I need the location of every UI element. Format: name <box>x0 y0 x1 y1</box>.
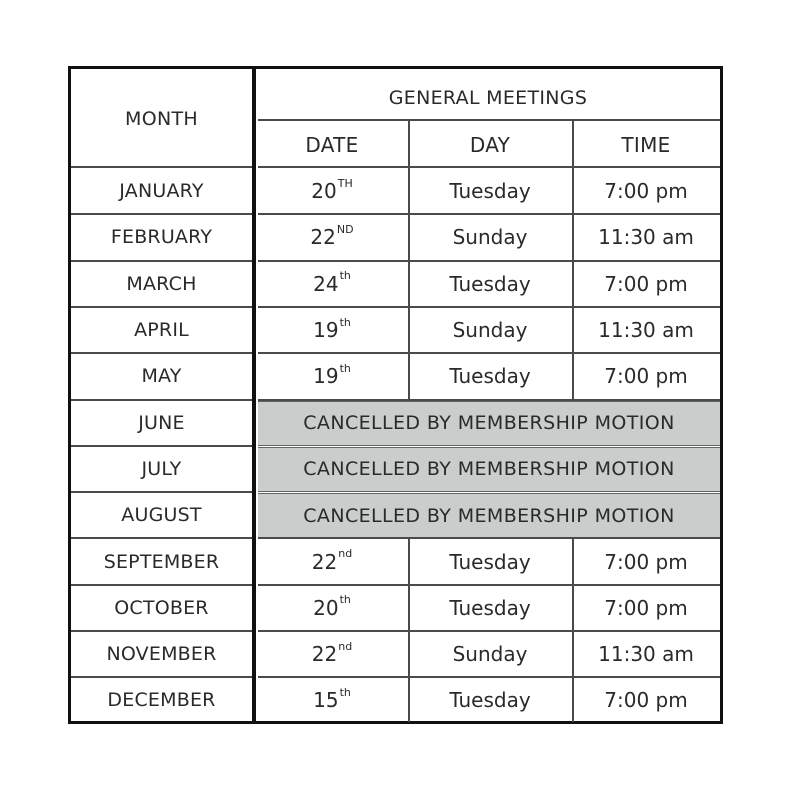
month-cell: AUGUST <box>121 504 202 527</box>
row-rule <box>71 445 252 447</box>
date-ordinal-suffix: th <box>339 269 351 283</box>
date-ordinal-suffix: th <box>339 593 351 607</box>
date-number: 19 <box>313 364 339 389</box>
row-rule <box>258 399 720 401</box>
date-cell <box>256 631 408 677</box>
time-cell: 11:30 am <box>598 642 694 667</box>
day-cell: Tuesday <box>449 271 531 296</box>
row-rule <box>71 166 252 168</box>
day-cell: Tuesday <box>449 364 531 389</box>
row-rule <box>258 630 720 632</box>
day-cell: Sunday <box>452 318 528 343</box>
row-rule <box>258 306 720 308</box>
date-number: 15 <box>313 688 339 713</box>
day-cell: Sunday <box>452 642 528 667</box>
column-rule <box>408 538 410 722</box>
day-cell: Sunday <box>452 225 528 250</box>
time-header: TIME <box>621 132 671 157</box>
month-cell: JUNE <box>138 411 185 434</box>
row-rule <box>71 213 252 215</box>
cancelled-notice: CANCELLED BY MEMBERSHIP MOTION <box>258 447 720 492</box>
date-number: 24 <box>313 271 339 296</box>
month-cell: FEBRUARY <box>110 226 213 249</box>
date-cell <box>256 261 408 307</box>
date-cell <box>256 214 408 260</box>
row-rule <box>71 537 252 539</box>
month-cell: NOVEMBER <box>106 643 217 666</box>
day-cell: Tuesday <box>449 688 531 713</box>
month-header: MONTH <box>125 107 198 130</box>
date-header: DATE <box>305 132 359 157</box>
row-rule <box>71 352 252 354</box>
time-cell: 7:00 pm <box>604 364 688 389</box>
time-cell: 7:00 pm <box>604 549 688 574</box>
date-ordinal-suffix: ND <box>336 222 354 236</box>
month-cell: SEPTEMBER <box>103 550 220 573</box>
month-cell: DECEMBER <box>107 689 216 712</box>
date-cell <box>256 168 408 214</box>
row-rule <box>71 306 252 308</box>
time-cell: 7:00 pm <box>604 271 688 296</box>
row-rule <box>71 676 252 678</box>
general-meetings-header: GENERAL MEETINGS <box>388 87 588 109</box>
column-rule <box>572 538 574 722</box>
row-rule <box>258 584 720 586</box>
date-number: 22 <box>311 549 338 574</box>
column-rule <box>572 121 574 400</box>
month-cell: OCTOBER <box>114 596 209 619</box>
date-ordinal-suffix: th <box>339 315 351 329</box>
date-ordinal-suffix: TH <box>337 176 353 190</box>
date-number: 22 <box>311 642 338 667</box>
month-cell: MARCH <box>126 272 197 295</box>
date-ordinal-suffix: th <box>339 361 351 375</box>
meeting-schedule-table <box>68 66 723 724</box>
date-ordinal-suffix: th <box>339 685 351 699</box>
row-rule <box>71 630 252 632</box>
date-number: 22 <box>310 225 336 250</box>
month-cell: JANUARY <box>119 180 204 203</box>
row-rule <box>258 166 720 168</box>
date-cell <box>256 538 408 584</box>
row-rule <box>258 352 720 354</box>
row-rule <box>258 213 720 215</box>
date-number: 20 <box>313 595 339 620</box>
time-cell: 7:00 pm <box>604 595 688 620</box>
day-cell: Tuesday <box>449 179 531 204</box>
time-cell: 11:30 am <box>598 225 694 250</box>
time-cell: 7:00 pm <box>604 179 688 204</box>
month-cell: JULY <box>141 457 182 480</box>
column-rule <box>408 121 410 400</box>
date-cell <box>256 307 408 353</box>
month-cell: MAY <box>141 365 182 388</box>
date-cell <box>256 585 408 631</box>
time-cell: 7:00 pm <box>604 688 688 713</box>
row-rule <box>71 399 252 401</box>
date-cell <box>256 677 408 723</box>
cancelled-notice: CANCELLED BY MEMBERSHIP MOTION <box>258 493 720 538</box>
date-number: 19 <box>313 318 339 343</box>
day-header: DAY <box>469 132 511 157</box>
row-rule <box>71 260 252 262</box>
date-number: 20 <box>311 179 337 204</box>
day-cell: Tuesday <box>449 595 531 620</box>
row-rule <box>258 119 720 121</box>
row-rule <box>71 491 252 493</box>
day-cell: Tuesday <box>449 549 531 574</box>
row-rule <box>71 584 252 586</box>
date-cell <box>256 353 408 399</box>
row-rule <box>258 676 720 678</box>
date-ordinal-suffix: nd <box>338 547 353 561</box>
row-rule <box>258 260 720 262</box>
cancelled-notice: CANCELLED BY MEMBERSHIP MOTION <box>258 401 720 446</box>
row-rule <box>258 537 720 539</box>
date-ordinal-suffix: nd <box>338 639 353 653</box>
month-cell: APRIL <box>134 319 189 342</box>
time-cell: 11:30 am <box>598 318 694 343</box>
